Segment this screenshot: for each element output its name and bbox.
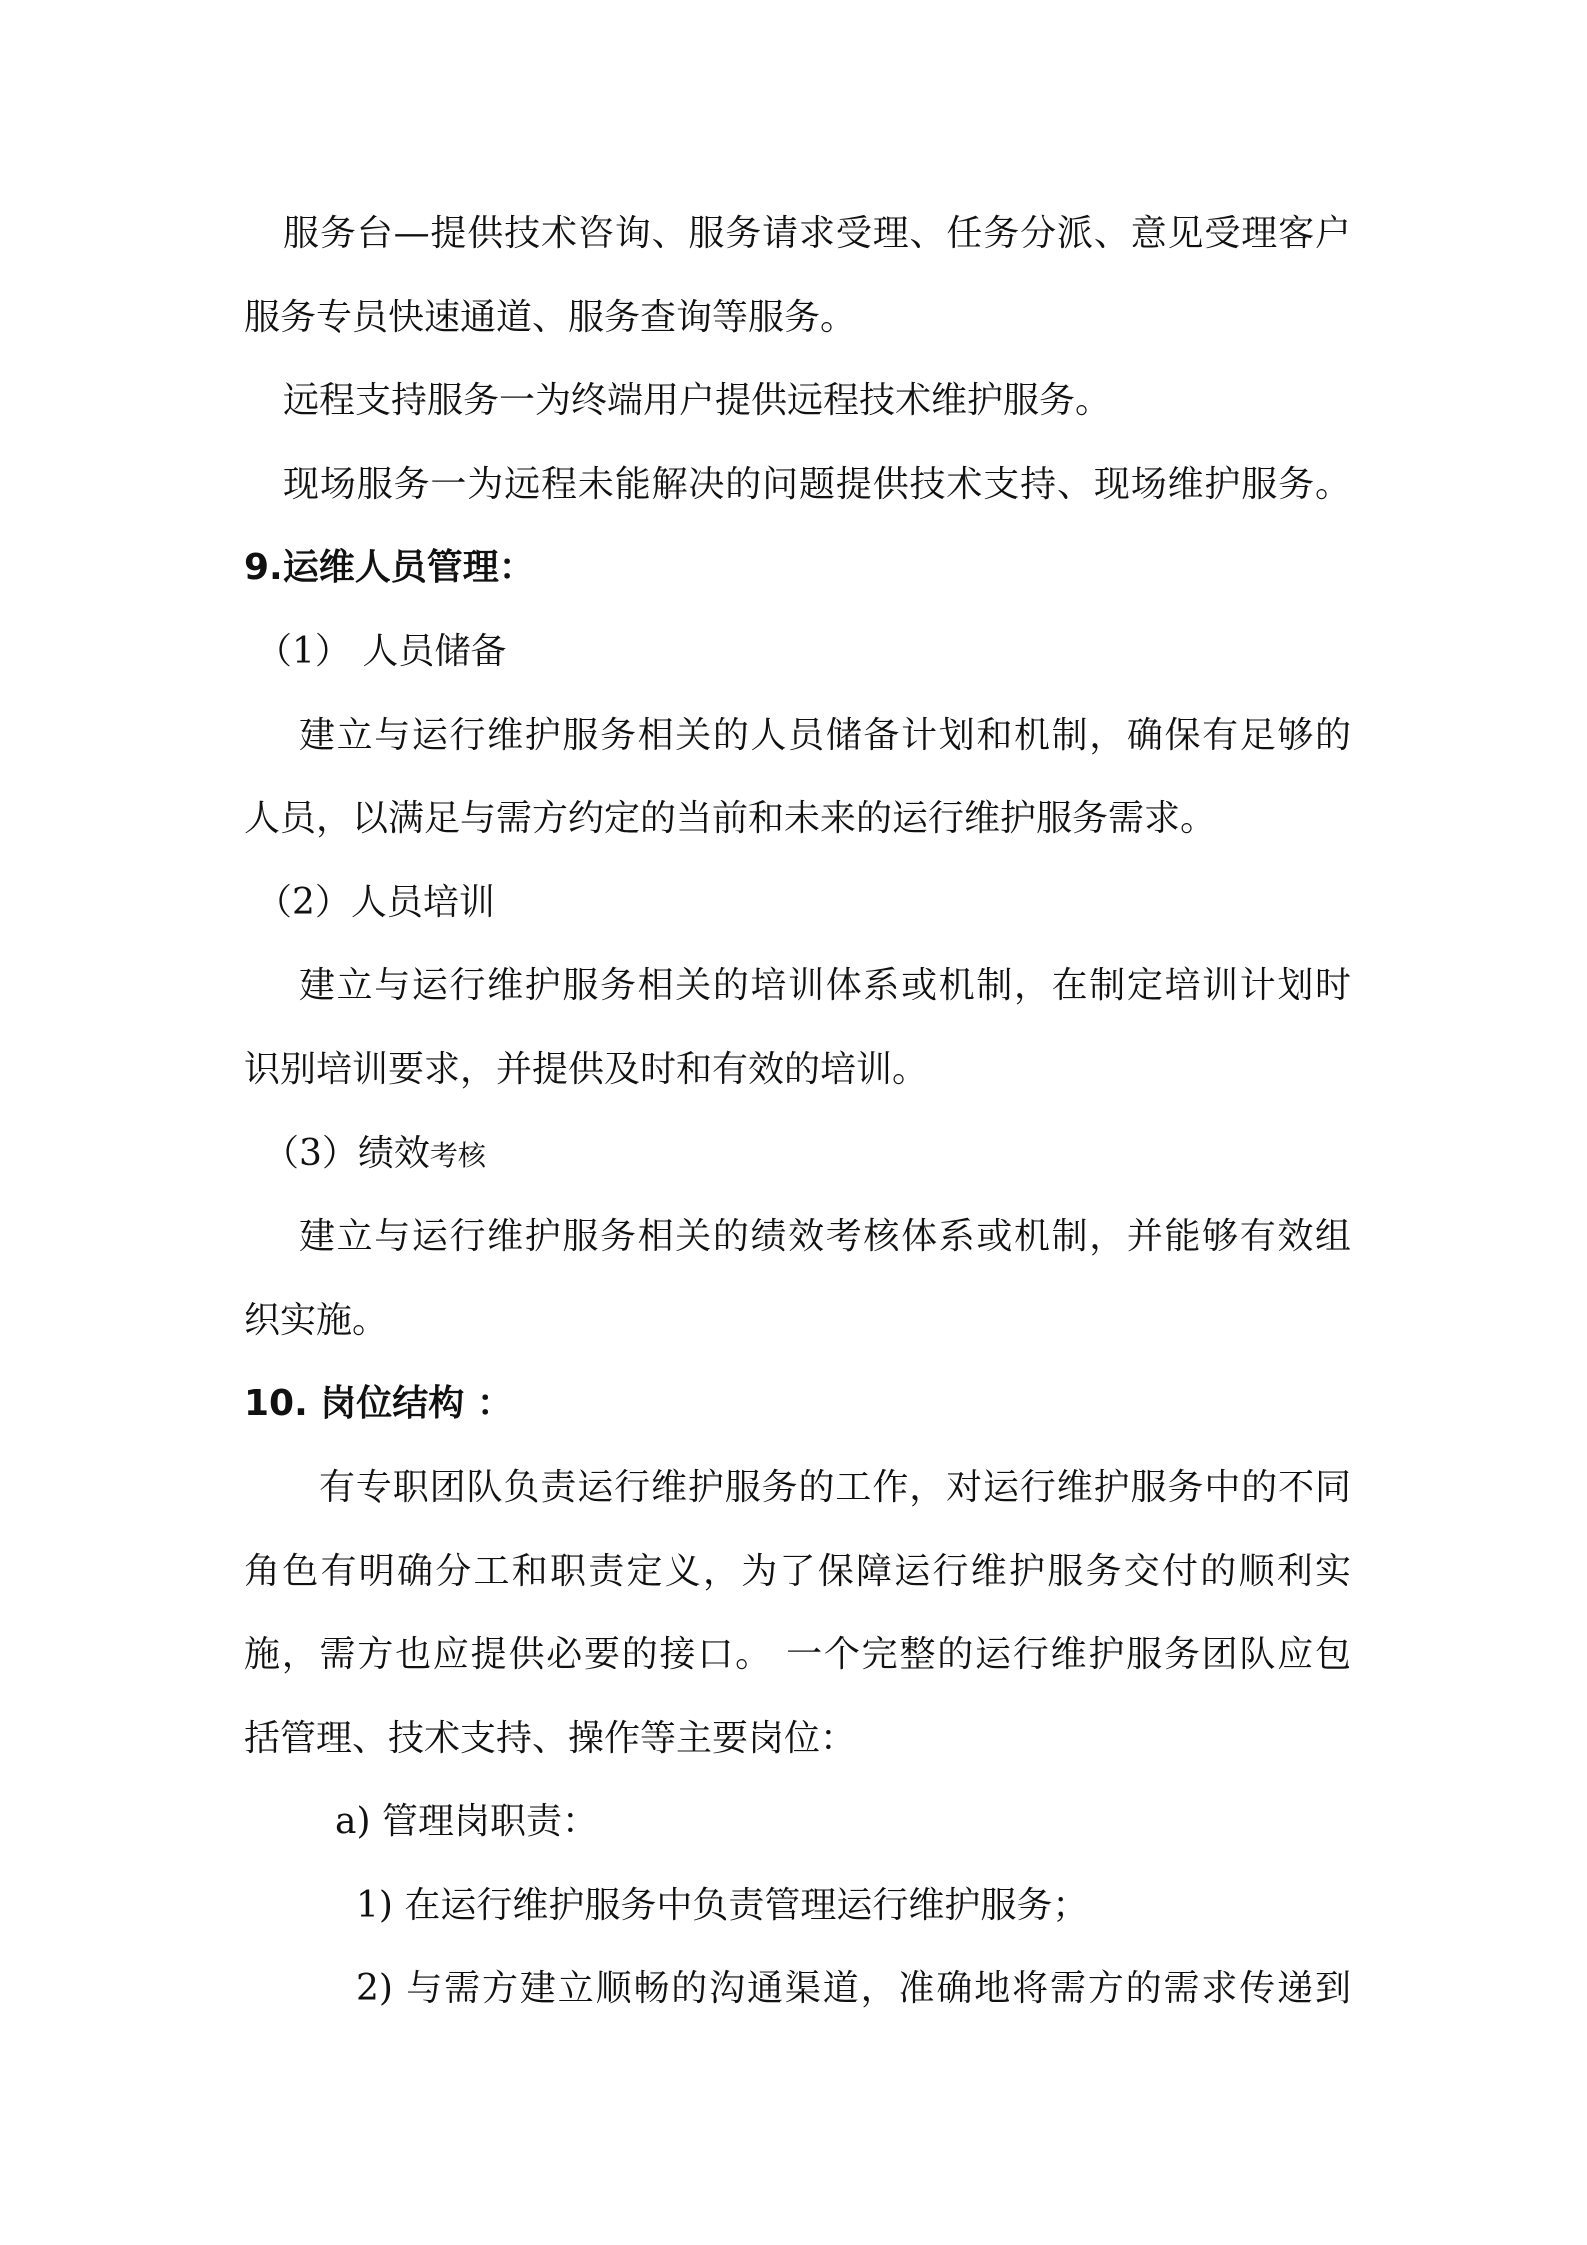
section-heading-10: 10. 岗位结构 ： (244, 1383, 513, 1425)
paragraph-line: 角色有明确分工和职责定义，为了保障运行维护服务交付的顺利实 (244, 1550, 1351, 1592)
paragraph-line: 人员，以满足与需方约定的当前和未来的运行维护服务需求。 (244, 798, 1217, 840)
paragraph-line: 建立与运行维护服务相关的人员储备计划和机制，确保有足够的 (299, 714, 1351, 756)
paragraph-line: 建立与运行维护服务相关的培训体系或机制，在制定培训计划时 (299, 965, 1351, 1007)
document-page (244, 192, 1351, 2031)
list-item: 1) 在运行维护服务中负责管理运行维护服务； (356, 1884, 1089, 1926)
paragraph-line: 服务台—提供技术咨询、服务请求受理、任务分派、意见受理客户 (283, 213, 1351, 254)
paragraph-line: 服务专员快速通道、服务查询等服务。 (244, 296, 857, 338)
paragraph-line: 括管理、技术支持、操作等主要岗位： (244, 1717, 857, 1759)
section-heading-9: 9.运维人员管理： (244, 547, 535, 589)
subheading: （1） 人员储备 (256, 630, 507, 672)
subheading-small: 考核 (429, 1138, 486, 1172)
paragraph-line: 识别培训要求，并提供及时和有效的培训。 (244, 1048, 929, 1090)
subheading: （2）人员培训 (256, 881, 495, 923)
paragraph-line: 建立与运行维护服务相关的绩效考核体系或机制，并能够有效组 (299, 1216, 1351, 1258)
subheading-main: （3）绩效 (263, 1132, 430, 1174)
paragraph-line: 远程支持服务一为终端用户提供远程技术维护服务。 (283, 380, 1112, 422)
list-item: a) 管理岗职责： (335, 1801, 598, 1843)
paragraph-line: 织实施。 (244, 1299, 389, 1341)
paragraph-line: 有专职团队负责运行维护服务的工作，对运行维护服务中的不同 (319, 1466, 1351, 1508)
paragraph-line: 施，需方也应提供必要的接口。 一个完整的运行维护服务团队应包 (244, 1634, 1351, 1676)
list-item: 2) 与需方建立顺畅的沟通渠道，准确地将需方的需求传递到 (356, 1968, 1351, 2010)
subheading (244, 1112, 1351, 1196)
paragraph-line: 现场服务一为远程未能解决的问题提供技术支持、现场维护服务。 (283, 463, 1351, 505)
